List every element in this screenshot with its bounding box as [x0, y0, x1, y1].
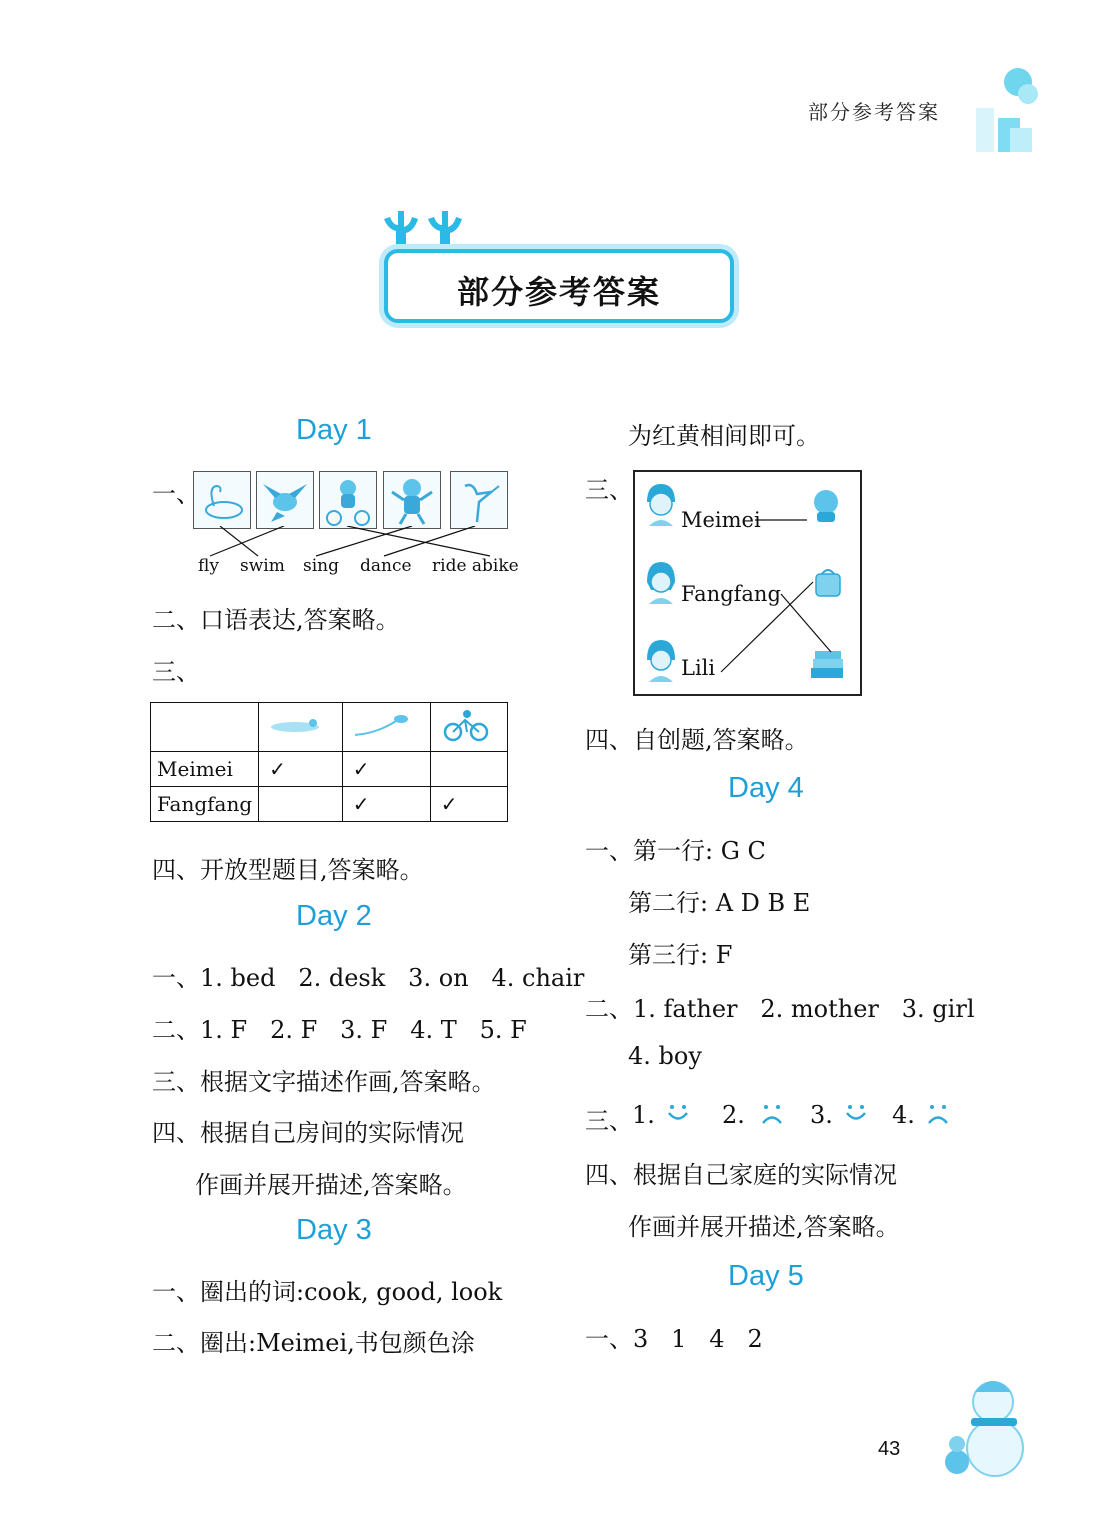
page-number: 43: [878, 1438, 901, 1460]
happy-face-icon: [842, 1102, 870, 1124]
face-number: 2.: [722, 1101, 745, 1129]
day4-q4: 四、根据自己家庭的实际情况: [585, 1161, 897, 1189]
face-number: 4.: [892, 1101, 915, 1129]
face-number: 3.: [810, 1101, 833, 1129]
day2-line: 四、根据自己房间的实际情况: [152, 1119, 464, 1147]
table-cell: [430, 752, 507, 787]
day3-line: 二、圈出:Meimei,书包颜色涂: [152, 1329, 475, 1357]
day2-line: 三、根据文字描述作画,答案略。: [152, 1068, 496, 1096]
decorative-blocks-icon: [970, 60, 1040, 160]
running-header: 部分参考答案: [808, 100, 940, 124]
day4-line: 二、1. father 2. mother 3. girl: [585, 995, 975, 1023]
day2-line: 二、1. F 2. F 3. F 4. T 5. F: [152, 1016, 527, 1044]
name-fangfang: Fangfang: [681, 582, 781, 606]
verb-ride-a-bike: ride abike: [432, 556, 519, 576]
day3-heading: Day 3: [296, 1214, 372, 1246]
dancing-tiger-picture-icon: [383, 471, 441, 529]
day3-matching-box: [633, 470, 862, 696]
table-cell: ✓: [342, 752, 430, 787]
table-header-row: [151, 703, 508, 752]
day4-heading: Day 4: [728, 772, 804, 804]
day4-line: 4. boy: [628, 1042, 702, 1070]
day1-q1-label: 一、: [152, 480, 200, 508]
day1-heading: Day 1: [296, 414, 372, 446]
table-header-bike-icon: [430, 703, 507, 752]
day2-line: 一、1. bed 2. desk 3. on 4. chair: [152, 964, 585, 992]
verb-swim: swim: [240, 556, 285, 576]
sad-face-icon: [758, 1102, 786, 1124]
table-cell: ✓: [259, 752, 343, 787]
verb-dance: dance: [360, 556, 412, 576]
day2-line: 作画并展开描述,答案略。: [195, 1171, 467, 1199]
day4-q3-label: 三、: [585, 1107, 633, 1135]
table-cell: ✓: [430, 787, 507, 822]
page-title: 部分参考答案: [456, 273, 661, 311]
day4-line: 第二行: A D B E: [628, 889, 811, 917]
snowman-decoration-icon: [935, 1370, 1045, 1480]
table-header-swim-icon: [259, 703, 343, 752]
day1-q2: 二、口语表达,答案略。: [152, 606, 400, 634]
happy-face-icon: [664, 1102, 692, 1124]
day3-matching-lines: [635, 472, 860, 694]
title-box: [384, 249, 734, 323]
swan-picture-icon: [193, 471, 251, 529]
bear-on-bike-picture-icon: [319, 471, 377, 529]
sad-face-icon: [924, 1102, 952, 1124]
table-row-name: Meimei: [151, 752, 259, 787]
day2-heading: Day 2: [296, 900, 372, 932]
table-cell: ✓: [342, 787, 430, 822]
day5-line: 一、3 1 4 2: [585, 1325, 763, 1353]
table-row: [151, 787, 508, 822]
day4-line: 第三行: F: [628, 941, 733, 969]
crane-picture-icon: [450, 471, 508, 529]
table-row-name: Fangfang: [151, 787, 259, 822]
day4-line: 一、第一行: G C: [585, 837, 766, 865]
verb-fly: fly: [198, 556, 219, 576]
name-meimei: Meimei: [681, 508, 761, 532]
name-lili: Lili: [681, 656, 716, 680]
bird-picture-icon: [256, 471, 314, 529]
title-banner: [370, 205, 750, 330]
day3-line: 为红黄相间即可。: [628, 422, 820, 450]
table-row: [151, 752, 508, 787]
day1-q4: 四、开放型题目,答案略。: [152, 856, 424, 884]
day5-heading: Day 5: [728, 1260, 804, 1292]
day1-q3-label: 三、: [152, 658, 200, 686]
day4-q4: 作画并展开描述,答案略。: [628, 1213, 900, 1241]
verb-sing: sing: [303, 556, 339, 576]
table-header-fly-icon: [342, 703, 430, 752]
day3-q4: 四、自创题,答案略。: [585, 726, 809, 754]
day3-line: 一、圈出的词:cook, good, look: [152, 1278, 503, 1306]
face-number: 1.: [632, 1101, 655, 1129]
day3-q3-label: 三、: [585, 476, 633, 504]
day1-preference-table: [150, 702, 508, 822]
table-corner-cell: [151, 703, 259, 752]
table-cell: [259, 787, 343, 822]
